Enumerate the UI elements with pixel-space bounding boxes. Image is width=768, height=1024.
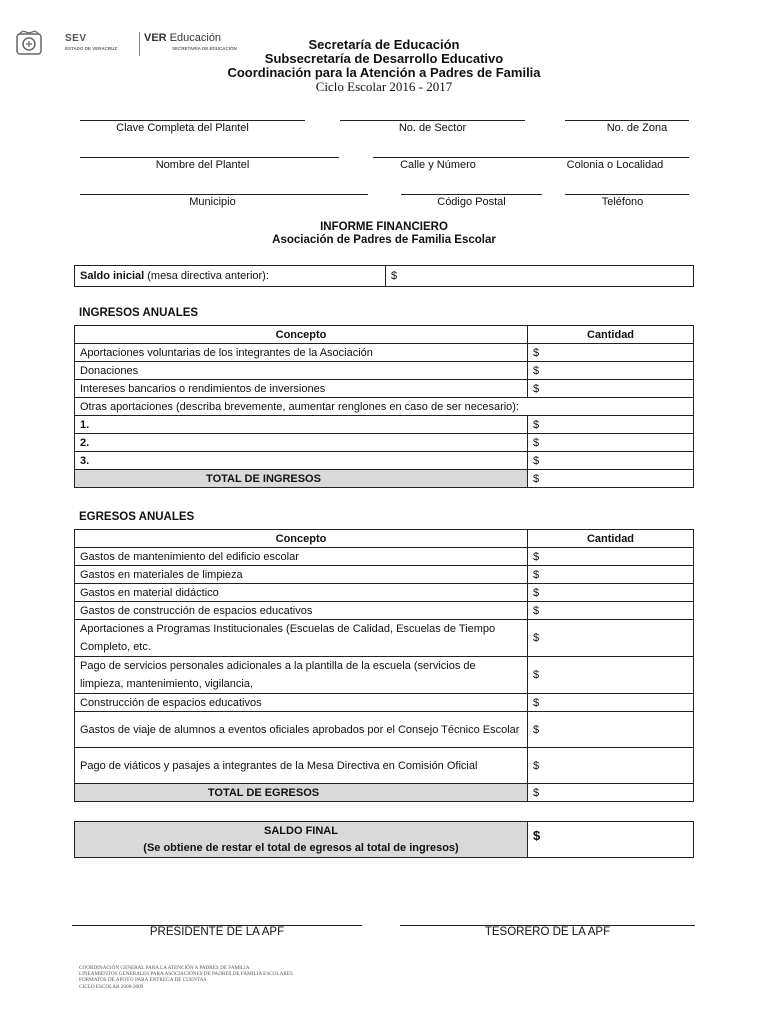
egreso-concepto: Construcción de espacios educativos xyxy=(75,694,528,712)
table-row xyxy=(75,748,694,784)
egreso-cantidad[interactable]: $ xyxy=(528,748,694,784)
egreso-concepto: Gastos en materiales de limpieza xyxy=(75,566,528,584)
ingreso-otra-2[interactable]: 2. xyxy=(75,434,528,452)
table-row xyxy=(75,602,694,620)
egreso-cantidad[interactable]: $ xyxy=(528,712,694,748)
egreso-concepto: Gastos de construcción de espacios educativos xyxy=(75,602,528,620)
total-egresos-value[interactable]: $ xyxy=(528,784,694,802)
egreso-concepto: Gastos de mantenimiento del edificio escolar xyxy=(75,548,528,566)
zona-label: No. de Zona xyxy=(606,122,668,134)
footer-note xyxy=(79,965,293,990)
ingreso-cantidad[interactable]: $ xyxy=(528,434,694,452)
saldo-inicial-value[interactable]: $ xyxy=(386,266,694,287)
total-row xyxy=(75,470,694,488)
saldo-inicial-label: Saldo inicial (mesa directiva anterior): xyxy=(75,266,386,287)
ingresos-title: INGRESOS ANUALES xyxy=(79,307,199,319)
footer-line: CICLO ESCOLAR 2008-2009 xyxy=(79,983,144,990)
nombre-label: Nombre del Plantel xyxy=(155,159,250,171)
ver-logo-subtext: SECRETARÍA DE EDUCACIÓN xyxy=(172,46,237,51)
ingreso-otra-1[interactable]: 1. xyxy=(75,416,528,434)
clave-line[interactable] xyxy=(80,120,305,121)
egresos-table xyxy=(74,529,694,802)
total-ingresos-label: TOTAL DE INGRESOS xyxy=(75,470,528,488)
ingreso-otras: Otras aportaciones (describa brevemente, aumentar renglones en caso de ser necesario): xyxy=(75,398,694,416)
ingreso-cantidad[interactable]: $ xyxy=(528,380,694,398)
sev-logo-subtext: ESTADO DE VERACRUZ xyxy=(65,46,118,51)
table-row xyxy=(75,398,694,416)
tesorero-label: TESORERO DE LA APF xyxy=(484,926,611,938)
table-row xyxy=(75,657,694,694)
ingreso-cantidad[interactable]: $ xyxy=(528,362,694,380)
ingreso-cantidad[interactable]: $ xyxy=(528,344,694,362)
egreso-cantidad[interactable]: $ xyxy=(528,584,694,602)
table-row xyxy=(75,620,694,657)
ingresos-table xyxy=(74,325,694,488)
egreso-cantidad[interactable]: $ xyxy=(528,620,694,657)
egreso-cantidad[interactable]: $ xyxy=(528,694,694,712)
presidente-label: PRESIDENTE DE LA APF xyxy=(149,926,285,938)
calle-label: Calle y Número xyxy=(400,159,476,171)
table-row xyxy=(75,344,694,362)
ingreso-concepto: Donaciones xyxy=(75,362,528,380)
ingreso-concepto: Intereses bancarios o rendimientos de inversiones xyxy=(75,380,528,398)
total-ingresos-value[interactable]: $ xyxy=(528,470,694,488)
egreso-concepto: Pago de servicios personales adicionales a la plantilla de la escuela (servicios de limpieza, mantenimiento, vigilancia, xyxy=(75,657,528,694)
total-egresos-label: TOTAL DE EGRESOS xyxy=(75,784,528,802)
total-row xyxy=(75,784,694,802)
municipio-label: Municipio xyxy=(189,196,236,208)
ingresos-header-cantidad: Cantidad xyxy=(528,326,694,344)
calle-colonia-line[interactable] xyxy=(373,157,689,158)
saldo-inicial-table xyxy=(74,265,694,287)
footer-line: LINEAMIENTOS GENERALES PARA ASOCIACIONES DE PADRES DE FAMILIA ESCOLARES xyxy=(79,971,293,978)
header-cycle: Ciclo Escolar 2016 - 2017 xyxy=(315,79,453,94)
sector-line[interactable] xyxy=(340,120,525,121)
table-row xyxy=(75,712,694,748)
ingresos-header-concepto: Concepto xyxy=(75,326,528,344)
telefono-label: Teléfono xyxy=(601,196,644,208)
egreso-concepto: Pago de viáticos y pasajes a integrantes de la Mesa Directiva en Comisión Oficial xyxy=(75,748,528,784)
egreso-concepto: Aportaciones a Programas Institucionales (Escuelas de Calidad, Escuelas de Tiempo Completo, etc. xyxy=(75,620,528,657)
ingreso-cantidad[interactable]: $ xyxy=(528,416,694,434)
saldo-final-table xyxy=(74,821,694,858)
sev-logo-text: SEV xyxy=(65,33,87,44)
ingreso-otra-3[interactable]: 3. xyxy=(75,452,528,470)
table-row xyxy=(75,380,694,398)
nombre-line[interactable] xyxy=(80,157,339,158)
footer-line: COORDINACIÓN GENERAL PARA LA ATENCIÓN A PADRES DE FAMILIA xyxy=(79,965,250,971)
table-row xyxy=(75,548,694,566)
table-row xyxy=(75,452,694,470)
egreso-concepto: Gastos de viaje de alumnos a eventos oficiales aprobados por el Consejo Técnico Escolar xyxy=(75,712,528,748)
saldo-final-value[interactable]: $ xyxy=(528,822,694,858)
egreso-concepto: Gastos en material didáctico xyxy=(75,584,528,602)
report-title: INFORME FINANCIERO xyxy=(320,221,448,233)
header-line-1: Secretaría de Educación xyxy=(308,37,460,52)
clave-label: Clave Completa del Plantel xyxy=(116,122,249,134)
header-line-3: Coordinación para la Atención a Padres de Familia xyxy=(227,65,541,80)
table-row xyxy=(75,362,694,380)
egresos-header-cantidad: Cantidad xyxy=(528,530,694,548)
egreso-cantidad[interactable]: $ xyxy=(528,566,694,584)
table-row xyxy=(75,416,694,434)
zona-line[interactable] xyxy=(565,120,689,121)
report-subtitle: Asociación de Padres de Familia Escolar xyxy=(272,234,496,246)
telefono-line[interactable] xyxy=(565,194,689,195)
header-line-2: Subsecretaría de Desarrollo Educativo xyxy=(264,51,504,66)
sector-label: No. de Sector xyxy=(398,122,467,134)
table-row xyxy=(75,434,694,452)
egreso-cantidad[interactable]: $ xyxy=(528,602,694,620)
ingreso-cantidad[interactable]: $ xyxy=(528,452,694,470)
egreso-cantidad[interactable]: $ xyxy=(528,548,694,566)
table-row xyxy=(75,584,694,602)
municipio-line[interactable] xyxy=(80,194,368,195)
egreso-cantidad[interactable]: $ xyxy=(528,657,694,694)
table-row xyxy=(75,694,694,712)
ver-educacion-logo: VER Educación xyxy=(144,32,222,44)
cp-label: Código Postal xyxy=(437,196,506,208)
saldo-final-label xyxy=(75,822,528,858)
footer-line: FORMATOS DE APOYO PARA ENTREGA DE CUENTAS xyxy=(79,977,207,984)
cp-line[interactable] xyxy=(401,194,542,195)
ingreso-concepto: Aportaciones voluntarias de los integrantes de la Asociación xyxy=(75,344,528,362)
colonia-label: Colonia o Localidad xyxy=(566,159,664,171)
saldo-final-note: (Se obtiene de restar el total de egresos al total de ingresos) xyxy=(143,841,459,854)
saldo-final-title: SALDO FINAL xyxy=(264,824,338,837)
egresos-title: EGRESOS ANUALES xyxy=(79,511,195,523)
table-row xyxy=(75,566,694,584)
egresos-header-concepto: Concepto xyxy=(75,530,528,548)
